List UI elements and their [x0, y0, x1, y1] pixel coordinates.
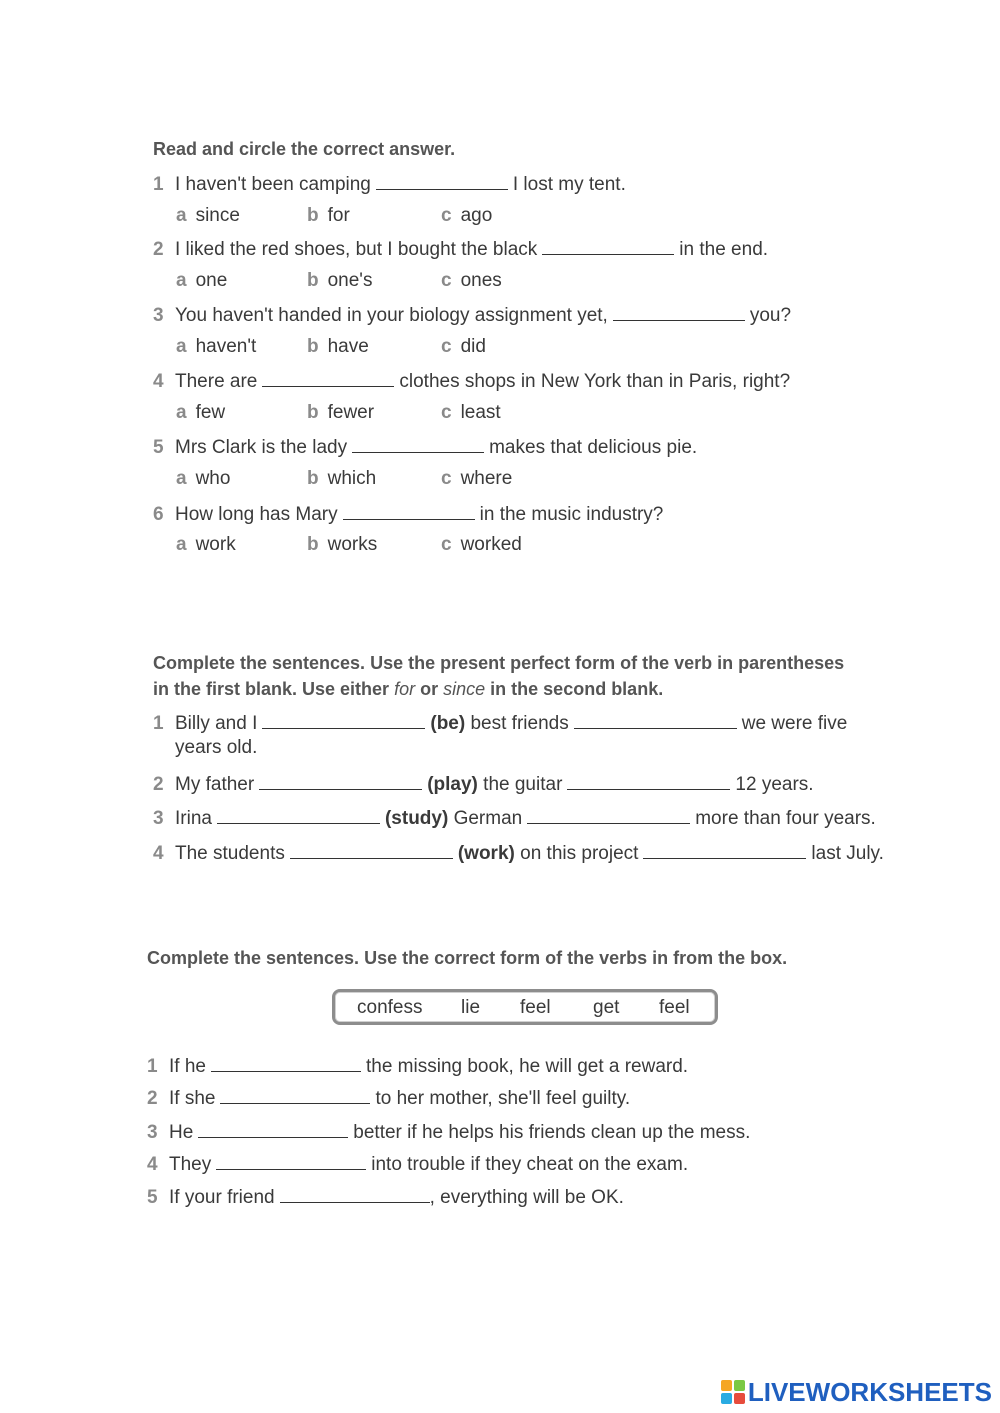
for-since-blank[interactable] [567, 771, 730, 790]
question-5 [153, 434, 697, 460]
sentence-number: 1 [147, 1056, 158, 1077]
sentence-text: , everything will be OK. [429, 1187, 624, 1208]
option-b[interactable]: b one's [307, 270, 373, 291]
question-text-before: I liked the red shoes, but I bought the black [175, 239, 538, 260]
answer-blank[interactable] [262, 368, 394, 387]
sentence-2 [153, 771, 814, 797]
sentence-text: best friends [470, 713, 569, 734]
sentence-number: 3 [147, 1122, 158, 1143]
question-3 [153, 302, 791, 328]
box-word-feel-2: feel [659, 997, 690, 1018]
box-word-lie: lie [461, 997, 481, 1018]
option-c[interactable]: c worked [441, 534, 522, 555]
sentence-text: the guitar [483, 774, 563, 795]
question-text-after: clothes shops in New York than in Paris, right? [399, 371, 791, 392]
question-1 [153, 171, 626, 197]
answer-blank[interactable] [376, 171, 508, 190]
question-number: 6 [153, 504, 164, 525]
option-c[interactable]: c least [441, 402, 501, 423]
option-a[interactable]: a few [176, 402, 226, 423]
option-b[interactable]: b which [307, 468, 377, 489]
sentence-text: better if he helps his friends clean up the mess. [353, 1122, 751, 1143]
sentence-text: If your friend [169, 1187, 275, 1208]
question-text-after: in the end. [679, 239, 769, 260]
verb-blank[interactable] [262, 710, 425, 729]
verb-hint: (work) [457, 843, 515, 864]
sentence-text: German [453, 808, 523, 829]
question-text-after: I lost my tent. [512, 174, 626, 195]
option-b[interactable]: b for [307, 205, 350, 226]
question-text-before: Mrs Clark is the lady [175, 437, 348, 458]
question-number: 2 [153, 239, 164, 260]
question-6 [153, 501, 663, 527]
instruction-line-1: Complete the sentences. Use the present perfect form of the verb in parentheses [153, 653, 845, 673]
sentence-number: 4 [153, 843, 164, 864]
sentence-4 [153, 840, 884, 866]
question-text-before: There are [175, 371, 258, 392]
section2-instruction [153, 650, 953, 702]
for-since-blank[interactable] [643, 840, 806, 859]
sentence-text: more than four years. [695, 808, 876, 829]
sentence-text: last July. [811, 843, 884, 864]
sentence-text: If she [169, 1088, 216, 1109]
box-word-feel: feel [520, 997, 551, 1018]
section1-instruction: Read and circle the correct answer. [153, 139, 456, 159]
option-a[interactable]: a haven't [176, 336, 257, 357]
question-4 [153, 368, 790, 394]
sentence-text: Irina [175, 808, 212, 829]
conditional-1 [147, 1053, 688, 1079]
option-b[interactable]: b have [307, 336, 369, 357]
conditional-5 [147, 1184, 624, 1210]
answer-blank[interactable] [211, 1053, 361, 1072]
sentence-text: The students [175, 843, 285, 864]
verb-blank[interactable] [259, 771, 422, 790]
option-a[interactable]: a work [176, 534, 236, 555]
sentence-number: 2 [153, 774, 164, 795]
answer-blank[interactable] [343, 501, 475, 520]
sentence-number: 5 [147, 1187, 158, 1208]
question-number: 3 [153, 305, 164, 326]
sentence-text: to her mother, she'll feel guilty. [375, 1088, 631, 1109]
sentence-text: If he [169, 1056, 206, 1077]
question-number: 5 [153, 437, 164, 458]
question-text-before: How long has Mary [175, 504, 338, 525]
sentence-number: 3 [153, 808, 164, 829]
option-a[interactable]: a one [176, 270, 228, 291]
sentence-number: 4 [147, 1154, 158, 1175]
answer-blank[interactable] [216, 1151, 366, 1170]
answer-blank[interactable] [542, 236, 674, 255]
sentence-text: They [169, 1154, 212, 1175]
conditional-3 [147, 1119, 750, 1145]
answer-blank[interactable] [352, 434, 484, 453]
question-2 [153, 236, 768, 262]
sentence-1 [153, 710, 847, 736]
question-text-after: in the music industry? [479, 504, 664, 525]
verb-hint: (be) [430, 713, 466, 734]
option-b[interactable]: b works [307, 534, 378, 555]
option-a[interactable]: a who [176, 468, 231, 489]
sentence-3 [153, 805, 876, 831]
conditional-4 [147, 1151, 688, 1177]
option-c[interactable]: c ago [441, 205, 493, 226]
sentence-number: 2 [147, 1088, 158, 1109]
verb-blank[interactable] [290, 840, 453, 859]
question-text-after: you? [749, 305, 792, 326]
conditional-2 [147, 1085, 630, 1111]
verb-hint: (study) [384, 808, 449, 829]
question-text-before: You haven't handed in your biology assignment yet, [175, 305, 608, 326]
sentence-text: into trouble if they cheat on the exam. [371, 1154, 689, 1175]
for-since-blank[interactable] [527, 805, 690, 824]
sentence-text: He [169, 1122, 194, 1143]
box-word-get: get [593, 997, 620, 1018]
logo-mark-icon [721, 1380, 745, 1404]
question-number: 4 [153, 371, 164, 392]
question-text-after: makes that delicious pie. [489, 437, 698, 458]
sentence-text: on this project [520, 843, 639, 864]
question-text-before: I haven't been camping [175, 174, 371, 195]
question-number: 1 [153, 174, 164, 195]
sentence-text: My father [175, 774, 255, 795]
option-b[interactable]: b fewer [307, 402, 375, 423]
sentence-text: Billy and I [175, 713, 258, 734]
instruction-line-2: in the first blank. Use either for or since in the second blank. [153, 679, 664, 699]
box-word-confess: confess [357, 997, 423, 1018]
sentence-text: the missing book, he will get a reward. [365, 1056, 689, 1077]
sentence-text: we were five [741, 713, 848, 734]
verb-hint: (play) [427, 774, 478, 795]
sentence-text: 12 years. [735, 774, 814, 795]
verb-blank[interactable] [217, 805, 380, 824]
answer-blank[interactable] [198, 1119, 348, 1138]
answer-blank[interactable] [613, 302, 745, 321]
liveworksheets-logo[interactable] [721, 1377, 992, 1407]
option-c[interactable]: c where [441, 468, 513, 489]
logo-text: LIVEWORKSHEETS [747, 1376, 992, 1407]
section3-instruction: Complete the sentences. Use the correct form of the verbs in from the box. [147, 948, 788, 968]
option-c[interactable]: c ones [441, 270, 502, 291]
answer-blank[interactable] [280, 1184, 430, 1203]
option-a[interactable]: a since [176, 205, 240, 226]
option-c[interactable]: c did [441, 336, 486, 357]
for-since-blank[interactable] [574, 710, 737, 729]
answer-blank[interactable] [220, 1085, 370, 1104]
sentence-1-continued: years old. [175, 737, 258, 758]
sentence-number: 1 [153, 713, 164, 734]
